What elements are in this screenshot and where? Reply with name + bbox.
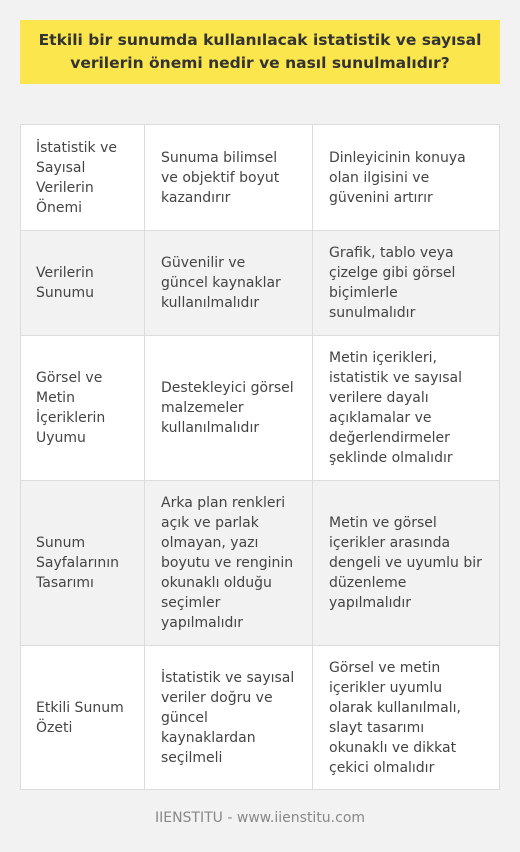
table-cell: Arka plan renkleri açık ve parlak olmayan, yazı boyutu ve renginin okunaklı olduğu seçimler yapılmalıdır bbox=[145, 481, 313, 645]
row-heading: Verilerin Sunumu bbox=[21, 231, 145, 335]
table-cell: Destekleyici görsel malzemeler kullanılmalıdır bbox=[145, 336, 313, 480]
table-row bbox=[21, 480, 499, 645]
row-heading: Görsel ve Metin İçeriklerin Uyumu bbox=[21, 336, 145, 480]
table-row bbox=[21, 645, 499, 789]
footer-credit: IIENSTITU - www.iienstitu.com bbox=[154, 810, 366, 826]
table-row bbox=[21, 335, 499, 480]
table-cell: Görsel ve metin içerikler uyumlu olarak kullanılmalı, slayt tasarımı okunaklı ve dikkat çekici olmalıdır bbox=[329, 659, 461, 776]
info-table bbox=[20, 124, 500, 790]
table-row bbox=[21, 125, 499, 230]
page-title bbox=[39, 29, 482, 75]
table-cell: Metin ve görsel içerikler arasında dengeli ve uyumlu bir düzenleme yapılmalıdır bbox=[329, 515, 482, 611]
table-cell: Metin içerikleri, istatistik ve sayısal verilere dayalı açıklamalar ve değerlendirmeler şeklinde olmalıdır bbox=[329, 350, 463, 466]
table-row bbox=[21, 230, 499, 335]
table-cell: Grafik, tablo veya çizelge gibi görsel biçimlerle sunulmalıdır bbox=[329, 245, 456, 321]
row-heading: İstatistik ve Sayısal Verilerin Önemi bbox=[21, 125, 145, 230]
title-line-2: verilerin önemi nedir ve nasıl sunulmalıdır? bbox=[70, 54, 450, 72]
table-cell: İstatistik ve sayısal veriler doğru ve güncel kaynaklardan seçilmeli bbox=[145, 646, 313, 789]
title-banner bbox=[20, 20, 500, 84]
row-heading: Sunum Sayfalarının Tasarımı bbox=[21, 481, 145, 645]
table-cell: Güvenilir ve güncel kaynaklar kullanılmalıdır bbox=[145, 231, 313, 335]
table-cell: Dinleyicinin konuya olan ilgisini ve güvenini artırır bbox=[329, 149, 466, 206]
row-heading: Etkili Sunum Özeti bbox=[21, 646, 145, 789]
table-cell: Sunuma bilimsel ve objektif boyut kazandırır bbox=[145, 125, 313, 230]
title-line-1: Etkili bir sunumda kullanılacak istatistik ve sayısal bbox=[38, 31, 482, 49]
